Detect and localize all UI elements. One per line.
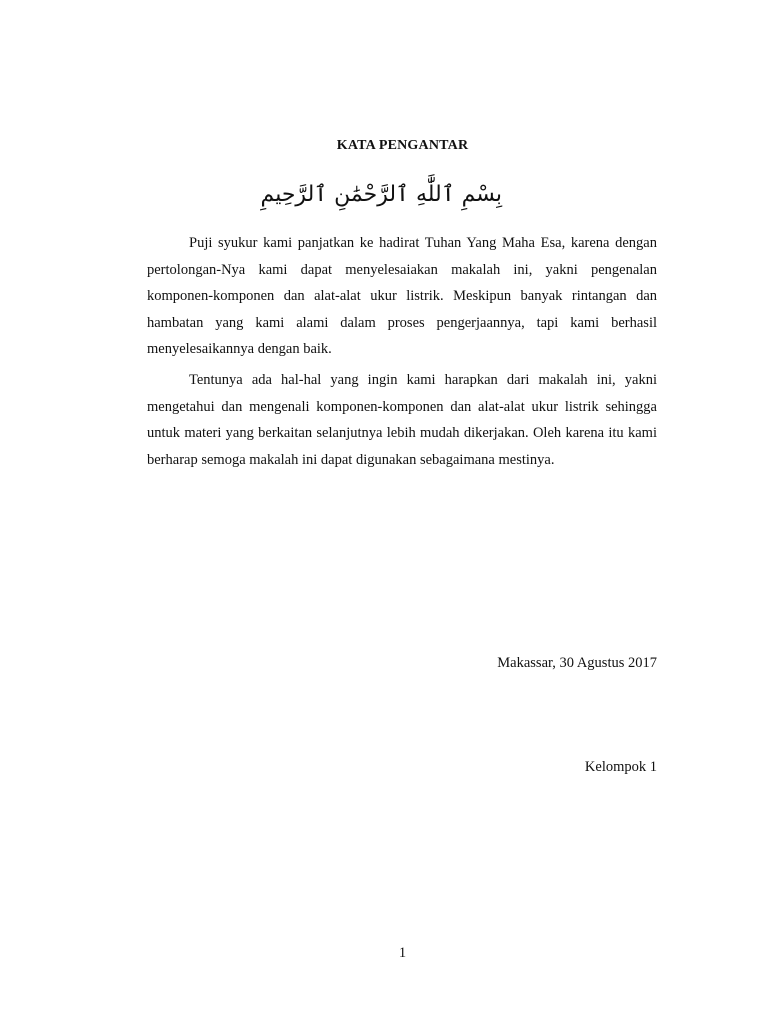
place-date: Makassar, 30 Agustus 2017	[497, 655, 657, 671]
paragraph-1: Puji syukur kami panjatkan ke hadirat Tuhan Yang Maha Esa, karena dengan pertolongan-Nya kami dapat menyelesaiakan makalah ini, yakni pengenalan komponen-komponen dan alat-alat ukur listrik. Meskipun banyak rintangan dan hambatan yang kami alami dalam proses pengerjaannya, tapi kami berhasil menyelesaikannya dengan baik.	[147, 235, 657, 357]
author-signature: Kelompok 1	[584, 759, 657, 775]
page-title: KATA PENGANTAR	[336, 138, 469, 153]
page-number: 1	[398, 945, 407, 961]
paragraph-2: Tentunya ada hal-hal yang ingin kami harapkan dari makalah ini, yakni mengetahui dan mengenali komponen-komponen dan alat-alat ukur listrik sehingga untuk materi yang berkaitan selanjutnya lebih mudah dikerjakan. Oleh karena itu kami berharap semoga makalah ini dapat digunakan sebagaimana mestinya.	[147, 372, 657, 468]
basmalah-calligraphy: بِسْمِ ٱللَّٰهِ ٱلرَّحْمَٰنِ ٱلرَّحِيمِ	[260, 182, 502, 207]
